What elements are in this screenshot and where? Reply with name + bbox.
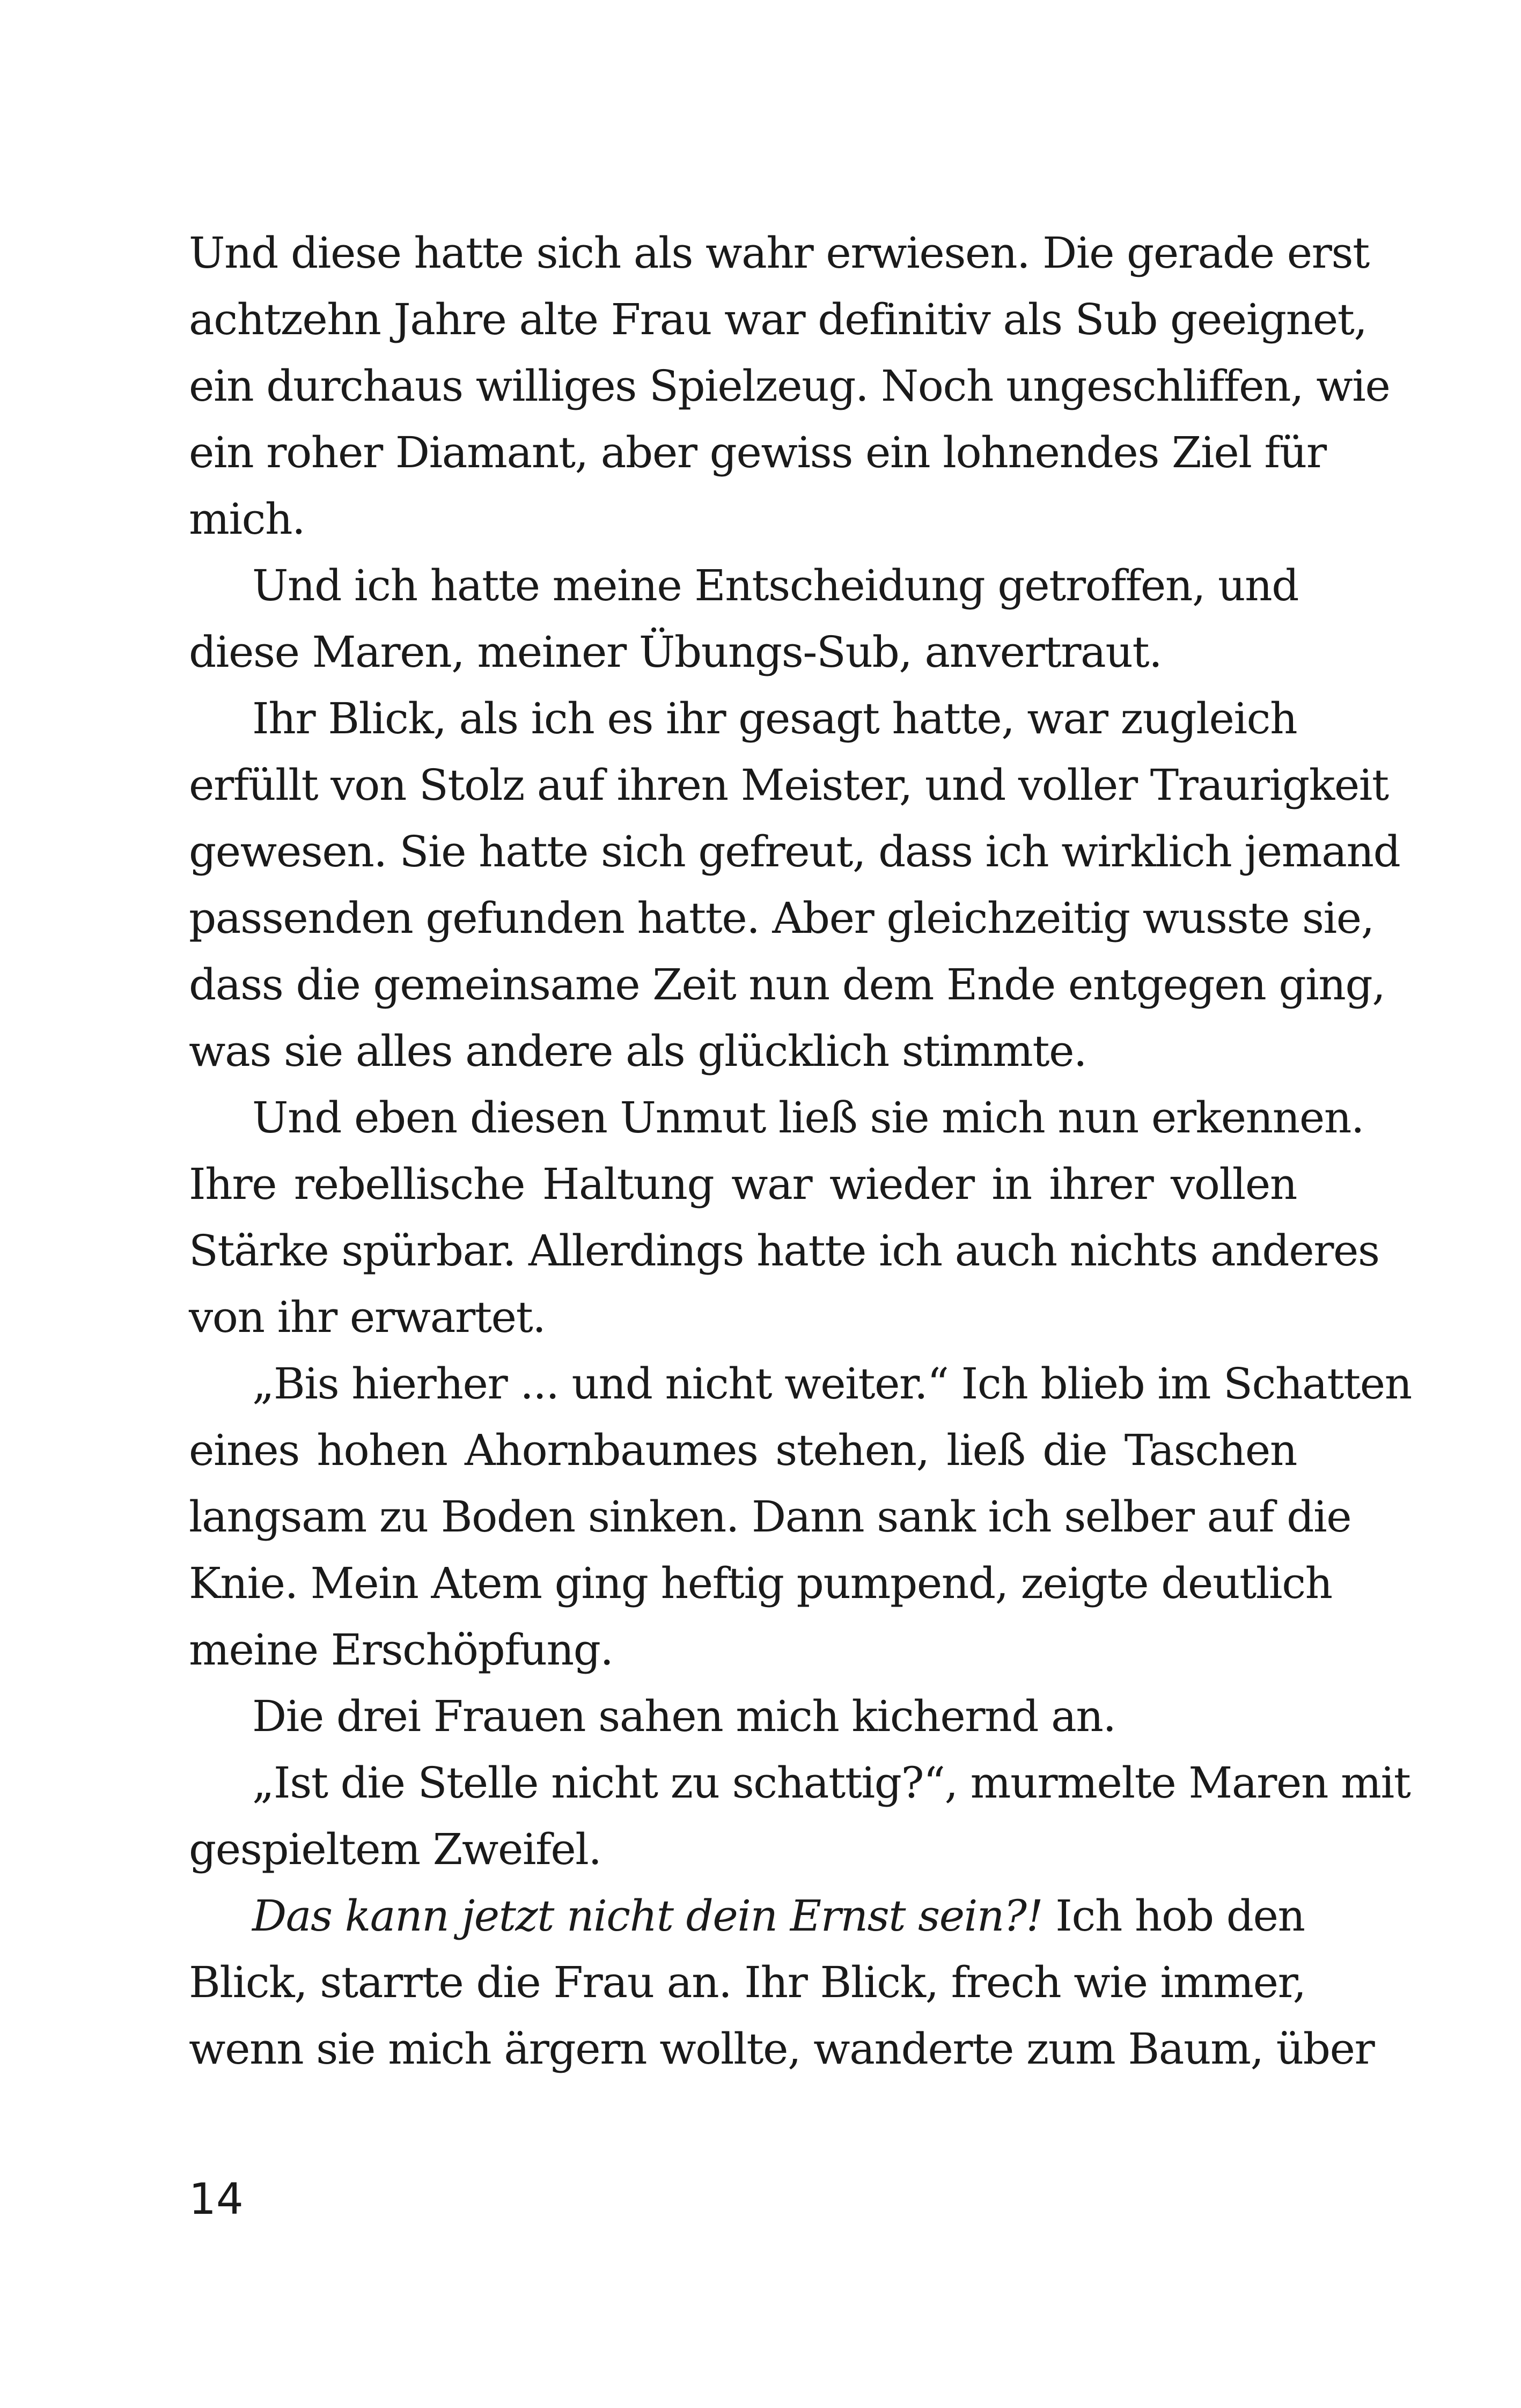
text-line xyxy=(189,819,1400,885)
italic-text: Das kann jetzt nicht dein Ernst sein?! xyxy=(252,1891,1043,1941)
text-line xyxy=(189,1883,1305,1949)
text-line xyxy=(189,752,1388,819)
text-line xyxy=(189,553,1297,619)
line-text: Stärke spürbar. Allerdings hatte ich auch nichts anderes xyxy=(189,1226,1379,1276)
line-text: gespieltem Zweifel. xyxy=(189,1824,601,1874)
text-line xyxy=(189,1750,1410,1816)
text-line xyxy=(189,1085,1364,1151)
text-line xyxy=(189,1816,1297,1883)
line-text: Ich hob den xyxy=(1042,1891,1305,1941)
page-number: 14 xyxy=(189,2174,244,2224)
line-text: diese Maren, meiner Übungs-Sub, anvertraut. xyxy=(189,627,1162,677)
line-text: dass die gemeinsame Zeit nun dem Ende entgegen ging, xyxy=(189,960,1385,1010)
line-text: Ihre rebellische Haltung war wieder in ihrer vollen xyxy=(189,1159,1297,1209)
line-text: Knie. Mein Atem ging heftig pumpend, zeigte deutlich xyxy=(189,1558,1332,1608)
line-text: Und ich hatte meine Entscheidung getroffen, und xyxy=(252,561,1299,610)
text-line xyxy=(189,1683,1297,1750)
text-line xyxy=(189,486,1297,553)
text-line xyxy=(189,1417,1297,1484)
line-text: ein roher Diamant, aber gewiss ein lohnendes Ziel für xyxy=(189,428,1326,477)
text-line xyxy=(189,353,1390,419)
text-line xyxy=(189,952,1385,1018)
line-text: gewesen. Sie hatte sich gefreut, dass ich wirklich jemand xyxy=(189,827,1400,877)
line-text: Blick, starrte die Frau an. Ihr Blick, frech wie immer, xyxy=(189,1957,1306,2007)
line-text: eines hohen Ahornbaumes stehen, ließ die Taschen xyxy=(189,1425,1297,1475)
text-line xyxy=(189,220,1369,286)
text-line xyxy=(189,619,1297,686)
line-text: Und eben diesen Unmut ließ sie mich nun erkennen. xyxy=(252,1093,1364,1143)
text-line xyxy=(189,1018,1297,1085)
line-text: „Ist die Stelle nicht zu schattig?“, murmelte Maren mit xyxy=(252,1758,1410,1808)
line-text: was sie alles andere als glücklich stimmte. xyxy=(189,1026,1087,1076)
line-text: Ihr Blick, als ich es ihr gesagt hatte, war zugleich xyxy=(252,694,1297,743)
line-text: erfüllt von Stolz auf ihren Meister, und voller Traurigkeit xyxy=(189,760,1388,810)
text-line xyxy=(189,1218,1379,1284)
line-text: von ihr erwartet. xyxy=(189,1292,546,1342)
text-line xyxy=(189,1151,1297,1218)
line-text: „Bis hierher ... und nicht weiter.“ Ich blieb im Schatten xyxy=(252,1359,1412,1409)
line-text: mich. xyxy=(189,494,305,544)
line-text: meine Erschöpfung. xyxy=(189,1625,613,1675)
text-line xyxy=(189,1617,1297,1683)
text-line xyxy=(189,1484,1351,1550)
text-line xyxy=(189,686,1297,752)
line-text: wenn sie mich ärgern wollte, wanderte zum Baum, über xyxy=(189,2024,1375,2074)
line-text: ein durchaus williges Spielzeug. Noch ungeschliffen, wie xyxy=(189,361,1390,411)
line-text: Die drei Frauen sahen mich kichernd an. xyxy=(252,1691,1116,1741)
text-line xyxy=(189,419,1326,486)
text-line xyxy=(189,1550,1332,1617)
text-line xyxy=(189,286,1367,353)
text-line xyxy=(189,1949,1306,2016)
line-text: langsam zu Boden sinken. Dann sank ich selber auf die xyxy=(189,1492,1351,1542)
text-line xyxy=(189,2016,1375,2082)
text-line xyxy=(189,1351,1412,1417)
text-line xyxy=(189,1284,1297,1351)
text-line xyxy=(189,885,1374,952)
body-text xyxy=(189,220,1412,2082)
line-text: achtzehn Jahre alte Frau war definitiv als Sub geeignet, xyxy=(189,294,1367,344)
line-text: passenden gefunden hatte. Aber gleichzeitig wusste sie, xyxy=(189,893,1374,943)
line-text: Und diese hatte sich als wahr erwiesen. Die gerade erst xyxy=(189,228,1369,278)
